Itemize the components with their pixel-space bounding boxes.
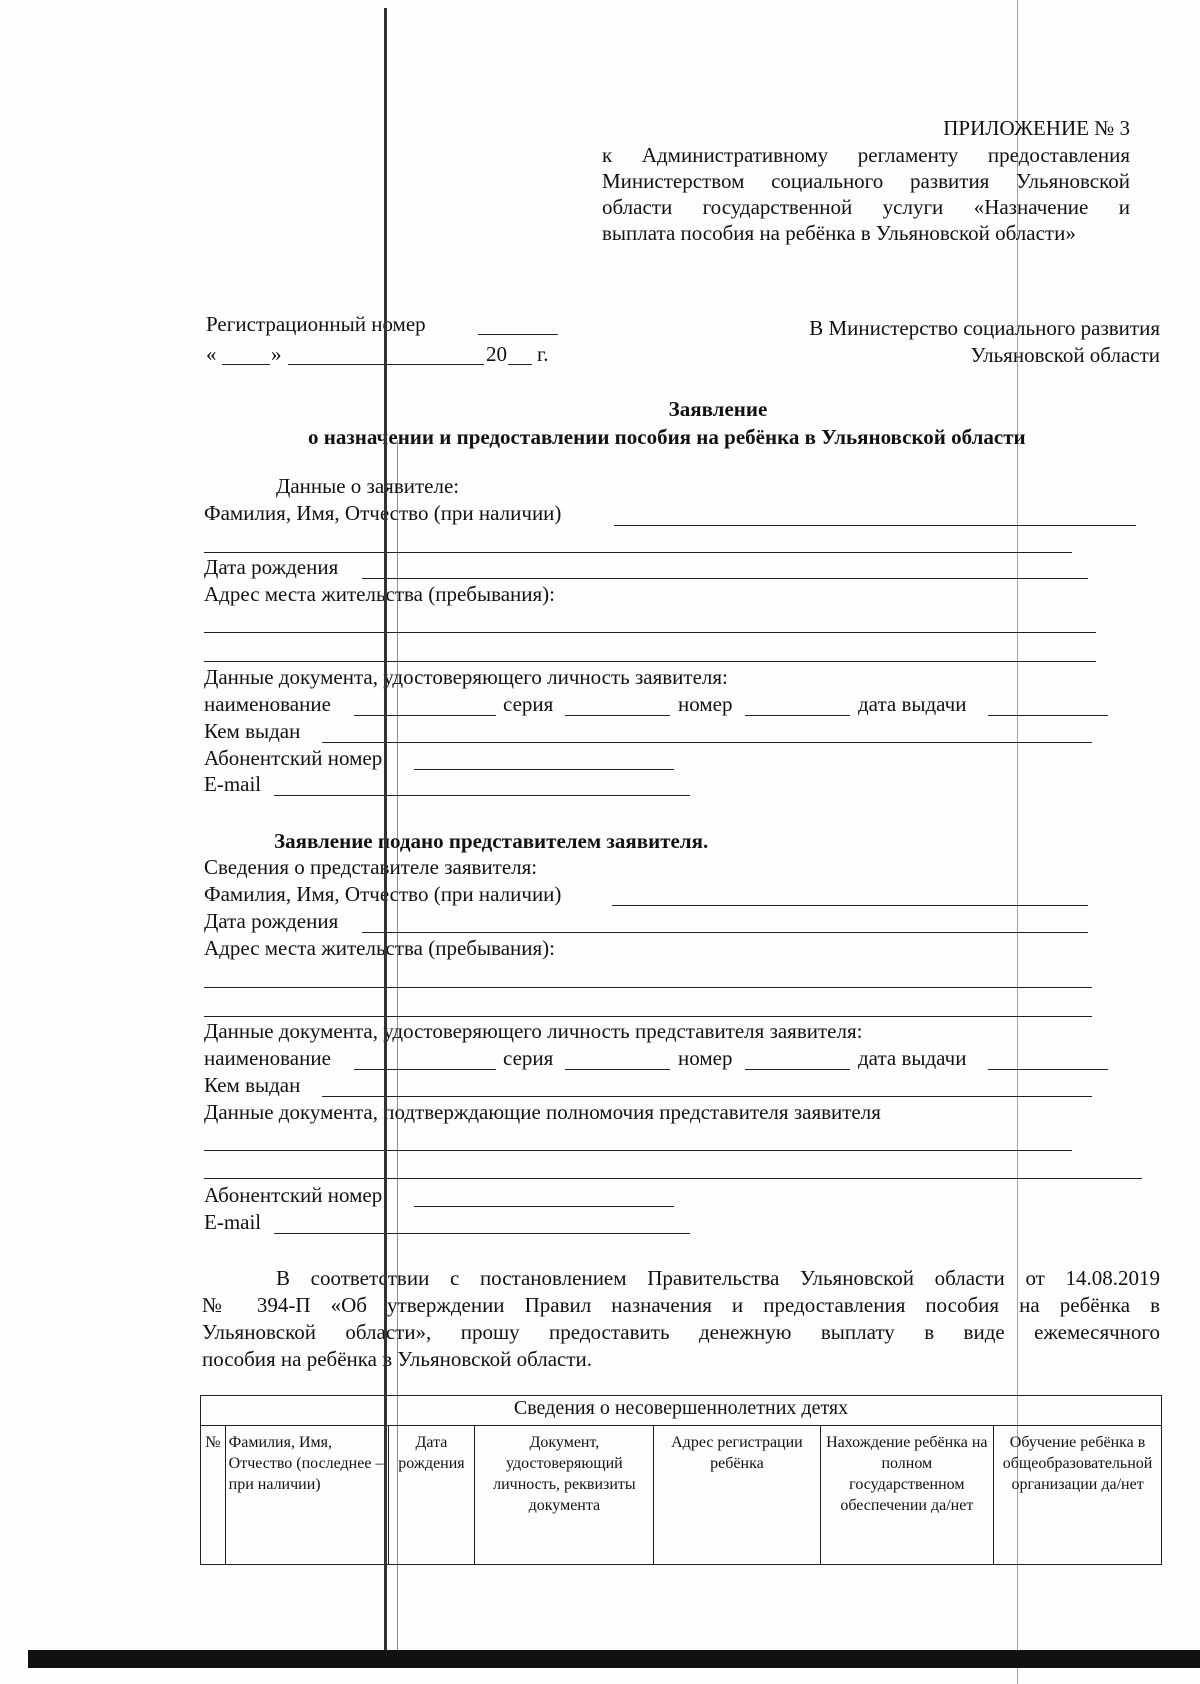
representative-address-label: Адрес места жительства (пребывания):: [204, 936, 556, 960]
representative-address-field-line-1[interactable]: [204, 987, 1092, 988]
annex-line: области государственной услуги «Назначение и: [602, 195, 1130, 219]
column-header-education: Обучение ребёнка в общеобразовательной организации да/нет: [994, 1426, 1162, 1565]
request-paragraph-line: В соответствии с постановлением Правительства Ульяновской области от 14.08.2019: [276, 1266, 1160, 1290]
applicant-email-label: E-mail: [204, 772, 262, 796]
column-header-birth-date: Дата рождения: [388, 1426, 475, 1565]
representative-doc-name-field[interactable]: [354, 1069, 496, 1070]
scan-edge-bar: [28, 1650, 1200, 1668]
representative-address-field-line-2[interactable]: [204, 1016, 1092, 1017]
applicant-doc-number-field[interactable]: [745, 715, 850, 716]
column-header-address: Адрес регистрации ребёнка: [654, 1426, 820, 1565]
representative-authority-field-line-2[interactable]: [204, 1178, 1142, 1179]
document-subtitle: о назначении и предоставлении пособия на ребёнка в Ульяновской области: [308, 425, 1026, 449]
annex-text: [602, 142, 1130, 246]
column-header-document: Документ, удостоверяющий личность, реквизиты документа: [475, 1426, 654, 1565]
document-title: Заявление: [668, 397, 768, 421]
representative-doc-number-field[interactable]: [745, 1069, 850, 1070]
representative-phone-field[interactable]: [414, 1206, 674, 1207]
applicant-fio-field-line-2[interactable]: [204, 552, 1072, 553]
registration-day-field[interactable]: [222, 364, 270, 365]
representative-issued-by-field[interactable]: [322, 1096, 1092, 1097]
applicant-doc-date-field[interactable]: [988, 715, 1108, 716]
applicant-heading: Данные о заявителе:: [276, 474, 460, 498]
registration-year-suffix: г.: [537, 342, 549, 366]
applicant-birth-label: Дата рождения: [204, 555, 339, 579]
applicant-doc-series-label: серия: [503, 692, 554, 716]
column-header-state-care: Нахождение ребёнка на полном государственном обеспечении да/нет: [820, 1426, 994, 1565]
registration-date-open-quote: «: [206, 342, 217, 366]
annex-title: ПРИЛОЖЕНИЕ № 3: [943, 116, 1130, 140]
applicant-doc-heading: Данные документа, удостоверяющего личность заявителя:: [204, 665, 728, 689]
applicant-phone-field[interactable]: [414, 769, 674, 770]
request-paragraph-line: Ульяновской области», прошу предоставить денежную выплату в виде ежемесячного: [202, 1320, 1160, 1344]
annex-line: к Административному регламенту предоставления: [602, 143, 1130, 167]
representative-doc-date-label: дата выдачи: [858, 1046, 967, 1070]
applicant-doc-number-label: номер: [678, 692, 733, 716]
representative-fio-label: Фамилия, Имя, Отчество (при наличии): [204, 882, 562, 906]
request-paragraph-line: пособия на ребёнка в Ульяновской области.: [202, 1347, 593, 1371]
representative-authority-label: Данные документа, подтверждающие полномочия представителя заявителя: [204, 1100, 881, 1124]
representative-phone-label: Абонентский номер: [204, 1183, 383, 1207]
representative-birth-field[interactable]: [362, 932, 1088, 933]
column-header-fio: Фамилия, Имя, Отчество (последнее – при наличии): [225, 1426, 388, 1565]
representative-issued-by-label: Кем выдан: [204, 1073, 301, 1097]
recipient-line-2: Ульяновской области: [970, 343, 1160, 367]
applicant-fio-label: Фамилия, Имя, Отчество (при наличии): [204, 501, 562, 525]
applicant-fio-field[interactable]: [614, 525, 1136, 526]
representative-email-field[interactable]: [274, 1233, 690, 1234]
children-table-caption: Сведения о несовершеннолетних детях: [201, 1396, 1162, 1426]
representative-doc-heading: Данные документа, удостоверяющего личность представителя заявителя:: [204, 1019, 863, 1043]
representative-authority-field-line-1[interactable]: [204, 1150, 1072, 1151]
representative-doc-name-label: наименование: [204, 1046, 331, 1070]
representative-heading: Заявление подано представителем заявителя.: [274, 829, 709, 853]
annex-line: выплата пособия на ребёнка в Ульяновской области»: [602, 221, 1076, 245]
registration-date-close-quote: »: [271, 342, 282, 366]
representative-doc-number-label: номер: [678, 1046, 733, 1070]
applicant-phone-label: Абонентский номер: [204, 746, 383, 770]
applicant-doc-date-label: дата выдачи: [858, 692, 967, 716]
column-header-number: №: [201, 1426, 226, 1565]
scan-artifact-line: [1017, 0, 1018, 1684]
scan-artifact-line: [384, 8, 387, 1658]
applicant-birth-field[interactable]: [362, 578, 1088, 579]
request-paragraph-line: № 394-П «Об утверждении Правил назначения и предоставления пособия на ребёнка в: [202, 1293, 1160, 1317]
scan-artifact-line: [397, 440, 398, 1655]
registration-year-label: 20: [486, 342, 507, 366]
applicant-doc-series-field[interactable]: [565, 715, 670, 716]
representative-email-label: E-mail: [204, 1210, 262, 1234]
representative-doc-date-field[interactable]: [988, 1069, 1108, 1070]
applicant-email-field[interactable]: [274, 795, 690, 796]
registration-year-field[interactable]: [508, 364, 532, 365]
representative-subheading: Сведения о представителе заявителя:: [204, 855, 538, 879]
applicant-issued-by-label: Кем выдан: [204, 719, 301, 743]
registration-number-label: Регистрационный номер: [206, 312, 426, 336]
applicant-address-label: Адрес места жительства (пребывания):: [204, 582, 556, 606]
registration-number-field[interactable]: [478, 334, 558, 335]
annex-line: Министерством социального развития Ульяновской: [602, 169, 1130, 193]
applicant-doc-name-label: наименование: [204, 692, 331, 716]
representative-birth-label: Дата рождения: [204, 909, 339, 933]
applicant-address-field-line-1[interactable]: [204, 632, 1096, 633]
representative-doc-series-label: серия: [503, 1046, 554, 1070]
applicant-doc-name-field[interactable]: [354, 715, 496, 716]
representative-doc-series-field[interactable]: [565, 1069, 670, 1070]
recipient-line-1: В Министерство социального развития: [809, 316, 1160, 340]
applicant-address-field-line-2[interactable]: [204, 661, 1096, 662]
applicant-issued-by-field[interactable]: [322, 742, 1092, 743]
